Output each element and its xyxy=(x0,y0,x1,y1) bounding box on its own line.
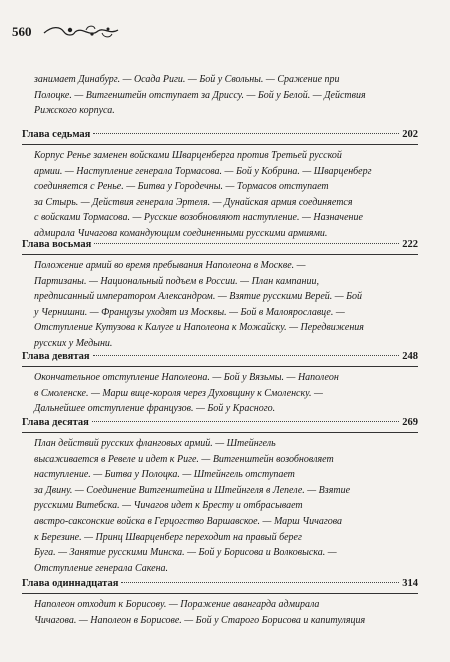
chapter-nine xyxy=(22,350,418,417)
chapter-eight xyxy=(22,238,418,352)
text-line: занимает Динабург. — Осада Риги. — Бой у Свольны. — Сражение при xyxy=(34,74,340,85)
dot-leader xyxy=(93,133,399,134)
chapter-title: Глава седьмая xyxy=(22,129,91,140)
text-line: армии. — Наступление генерала Тормасова. — Бой у Кобрина. — Шварценберг xyxy=(34,165,372,177)
chapter-page-number: 222 xyxy=(402,239,418,250)
text-line: русских у Медыни. xyxy=(34,337,113,349)
chapter-heading xyxy=(22,128,418,142)
text-line: Полоцке. — Витгенштейн отступает за Дриссу. — Бой у Белой. — Действия xyxy=(34,89,366,101)
chapter-seven xyxy=(22,128,418,242)
text-line: предписанный императором Александром. — Взятие русскими Верей. — Бой xyxy=(34,291,363,303)
chapter-heading xyxy=(22,416,418,430)
chapter-summary xyxy=(22,148,418,242)
text-line: в Смоленске. — Марш вице-короля через Духовщину к Смоленску. — xyxy=(34,387,323,399)
text-line: Положение армий во время пребывания Наполеона в Москве. — xyxy=(34,260,306,271)
chapter-title: Глава восьмая xyxy=(22,239,92,250)
chapter-heading xyxy=(22,577,418,591)
chapter-summary xyxy=(22,597,418,628)
text-line: с войсками Тормасова. — Русские возобновляют наступление. — Назначение xyxy=(34,212,363,224)
divider xyxy=(22,432,418,433)
chapter-title: Глава десятая xyxy=(22,417,89,428)
chapter-summary xyxy=(22,436,418,576)
divider xyxy=(22,144,418,145)
floral-ornament-icon xyxy=(42,24,120,40)
chapter-summary xyxy=(22,258,418,352)
text-line: Рижского корпуса. xyxy=(34,105,115,117)
chapter-page-number: 248 xyxy=(402,351,418,362)
text-line: Корпус Ренье заменен войсками Шварценберга против Третьей русской xyxy=(34,150,342,161)
text-line: Отступление Кутузова к Калуге и Наполеона к Можайску. — Передвижения xyxy=(34,322,364,334)
chapter-eleven xyxy=(22,577,418,628)
dot-leader xyxy=(94,243,399,244)
text-line: Отступление генерала Сакена. xyxy=(34,562,169,574)
chapter-page-number: 269 xyxy=(402,417,418,428)
text-line: Буга. — Занятие русскими Минска. — Бой у Борисова и Волковыска. — xyxy=(34,547,337,559)
chapter-summary xyxy=(22,370,418,417)
divider xyxy=(22,593,418,594)
continuation-text xyxy=(34,72,418,119)
text-line: Окончательное отступление Наполеона. — Бой у Вязьмы. — Наполеон xyxy=(34,372,339,383)
text-line: за Двину. — Соединение Витгенштейна и Штейнгеля в Лепеле. — Взятие xyxy=(34,484,351,496)
chapter-heading xyxy=(22,238,418,252)
text-line: адмирала Чичагова командующим соединенными русскими армиями. xyxy=(34,227,328,239)
text-line: русскими Витебска. — Чичагов идет к Бресту и отбрасывает xyxy=(34,500,303,512)
text-line: у Чернишни. — Французы уходят из Москвы. — Бой в Малоярославце. — xyxy=(34,306,345,318)
text-line: за Стырь. — Действия генерала Эртеля. — Дунайская армия соединяется xyxy=(34,196,353,208)
text-line: Партизаны. — Национальный подъем в России. — План кампании, xyxy=(34,275,320,287)
chapter-page-number: 202 xyxy=(402,129,418,140)
chapter-heading xyxy=(22,350,418,364)
divider xyxy=(22,254,418,255)
text-line: высаживается в Ревеле и идет к Риге. — Витгенштейн возобновляет xyxy=(34,453,334,465)
dot-leader xyxy=(93,355,400,356)
chapter-title: Глава одиннадцатая xyxy=(22,578,119,589)
text-line: к Березине. — Принц Шварценберг переходит на правый берег xyxy=(34,531,302,543)
text-line: Чичагова. — Наполеон в Борисове. — Бой у Старого Борисова и капитуляция xyxy=(34,614,366,626)
divider xyxy=(22,366,418,367)
text-line: австро-саксонские войска в Герцогство Варшавское. — Марш Чичагова xyxy=(34,515,343,527)
chapter-page-number: 314 xyxy=(402,578,418,589)
text-line: Дальнейшее отступление французов. — Бой у Красного. xyxy=(34,403,276,415)
page-number: 560 xyxy=(12,24,32,39)
text-line: наступление. — Битва у Полоцка. — Штейнгель отступает xyxy=(34,469,295,481)
text-line: План действий русских фланговых армий. — Штейнгель xyxy=(34,438,276,449)
chapter-ten xyxy=(22,416,418,576)
dot-leader xyxy=(121,582,399,583)
chapter-title: Глава девятая xyxy=(22,351,90,362)
page-header xyxy=(12,24,120,40)
text-line: соединяется с Ренье. — Битва у Городечны. — Тормасов отступает xyxy=(34,181,329,193)
dot-leader xyxy=(92,421,399,422)
text-line: Наполеон отходит к Борисову. — Поражение авангарда адмирала xyxy=(34,599,320,610)
